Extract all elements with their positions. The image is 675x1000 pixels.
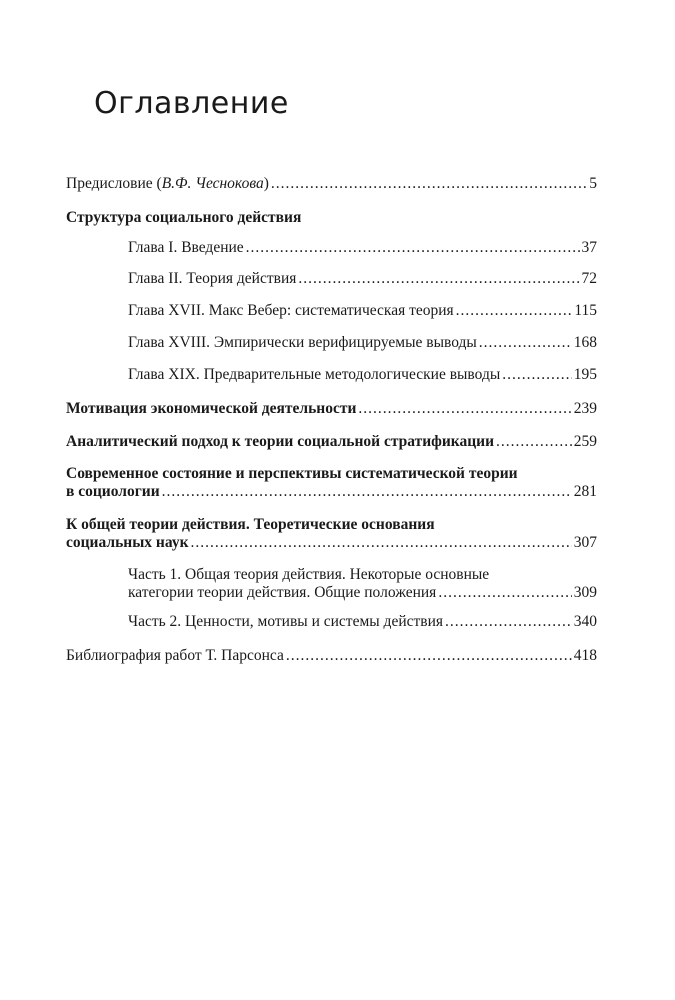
toc-entry-part1 <box>128 566 597 602</box>
leader-dots <box>479 334 572 352</box>
page-number: 309 <box>573 584 597 601</box>
entry-label-suffix: ) <box>263 175 269 192</box>
page-number: 168 <box>573 334 597 351</box>
leader-dots <box>162 483 572 501</box>
entry-label-line1: Современное состояние и перспективы систематической теории <box>66 465 518 482</box>
toc-entry-ch2 <box>128 270 597 288</box>
toc-entry-bibliography <box>66 647 597 665</box>
entry-label-line2: социальных наук <box>66 534 189 551</box>
entry-label-line2: в социологии <box>66 483 160 500</box>
entry-author: В.Ф. Чеснокова <box>161 175 264 192</box>
entry-label: Глава XIX. Предварительные методологические выводы <box>128 366 501 383</box>
page-number: 239 <box>573 400 597 417</box>
section-heading: Структура социального действия <box>66 209 302 226</box>
leader-dots <box>358 400 571 418</box>
toc-entry-ch17 <box>128 302 597 320</box>
page-number: 259 <box>573 433 597 450</box>
page-number: 195 <box>573 366 597 383</box>
toc-section-structure <box>66 209 597 227</box>
toc-entry-modern-state <box>66 465 597 501</box>
toc-entry-stratification <box>66 433 597 451</box>
page-number: 340 <box>573 613 597 630</box>
entry-label: Аналитический подход к теории социальной стратификации <box>66 433 495 450</box>
page-title: Оглавление <box>94 86 289 121</box>
leader-dots <box>438 584 571 602</box>
leader-dots <box>298 270 579 288</box>
page-number: 5 <box>589 175 597 192</box>
toc-entry-part2 <box>128 613 597 631</box>
entry-label: Глава XVIII. Эмпирически верифицируемые выводы <box>128 334 477 351</box>
leader-dots <box>502 366 572 384</box>
leader-dots <box>271 175 587 193</box>
page-number: 418 <box>573 647 597 664</box>
entry-label: Библиография работ Т. Парсонса <box>66 647 284 664</box>
page-number: 115 <box>574 302 597 319</box>
toc-entry-ch1 <box>128 239 597 257</box>
page-number: 37 <box>581 239 597 256</box>
toc-entry-ch18 <box>128 334 597 352</box>
toc-entry-motivation <box>66 400 597 418</box>
entry-label: Глава I. Введение <box>128 239 244 256</box>
entry-label: Предисловие ( <box>66 175 162 192</box>
entry-label: Глава II. Теория действия <box>128 270 297 287</box>
toc-entry-general-theory <box>66 516 597 552</box>
entry-label-line1: Часть 1. Общая теория действия. Некоторые основные <box>128 566 490 583</box>
entry-label: Мотивация экономической деятельности <box>66 400 357 417</box>
page-number: 281 <box>573 483 597 500</box>
leader-dots <box>445 613 572 631</box>
toc-entry-preface <box>66 175 597 193</box>
entry-label-line1: К общей теории действия. Теоретические основания <box>66 516 435 533</box>
leader-dots <box>286 647 572 665</box>
entry-label: Глава XVII. Макс Вебер: систематическая теория <box>128 302 454 319</box>
leader-dots <box>246 239 580 257</box>
entry-label: Часть 2. Ценности, мотивы и системы действия <box>128 613 444 630</box>
toc-entry-ch19 <box>128 366 597 384</box>
entry-label-line2: категории теории действия. Общие положения <box>128 584 437 601</box>
leader-dots <box>456 302 573 320</box>
page-number: 72 <box>581 270 597 287</box>
leader-dots <box>191 534 572 552</box>
leader-dots <box>496 433 572 451</box>
page-number: 307 <box>573 534 597 551</box>
